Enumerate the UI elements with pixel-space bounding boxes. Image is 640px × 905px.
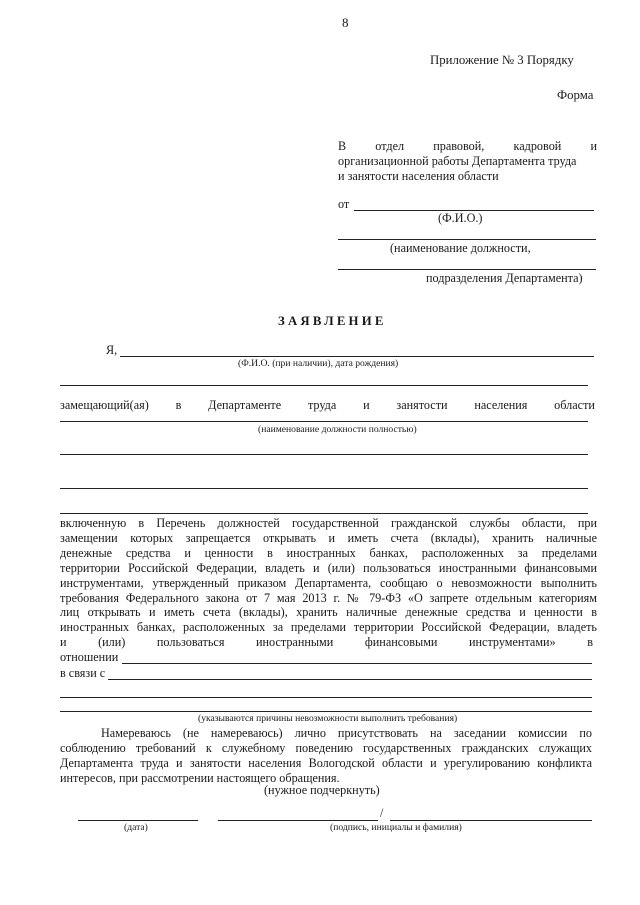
reason-label: в связи с xyxy=(60,666,106,680)
reason-line-3[interactable] xyxy=(60,711,592,712)
holding-word: Департаменте xyxy=(208,398,282,412)
signature-caption: (подпись, инициалы и фамилия) xyxy=(330,822,462,833)
body-word: в xyxy=(587,635,593,649)
intent-word: намереваюсь) xyxy=(210,726,283,740)
intent-word: на xyxy=(429,726,442,740)
body-last-line xyxy=(60,635,593,649)
position-name-line-2[interactable] xyxy=(60,454,588,455)
signature-line[interactable] xyxy=(218,820,378,821)
intent-last-line: интересов, при рассмотрении настоящего обращения. xyxy=(60,770,340,785)
department-caption: подразделения Департамента) xyxy=(426,271,583,285)
intent-word: (не xyxy=(182,726,199,740)
fio-caption: (Ф.И.О.) xyxy=(438,211,483,225)
body-word: пользоваться xyxy=(156,635,225,649)
position-name-line-4[interactable] xyxy=(60,513,588,514)
body-line: включенную в Перечень должностей государственной гражданской службы области, при xyxy=(60,516,597,530)
regarding-line[interactable] xyxy=(122,663,592,664)
intent-word: лично xyxy=(294,726,326,740)
name-line[interactable] xyxy=(390,820,592,821)
statement-body xyxy=(60,516,597,635)
reason-line[interactable] xyxy=(108,679,592,680)
addressee-word: и xyxy=(590,139,597,153)
position-name-line[interactable] xyxy=(60,421,588,422)
intent-word: комиссии xyxy=(518,726,568,740)
position-line[interactable] xyxy=(338,239,596,240)
body-word: финансовыми xyxy=(364,635,438,649)
addressee-word: отдел xyxy=(375,139,405,153)
position-caption: (наименование должности, xyxy=(390,241,531,255)
reason-line-2[interactable] xyxy=(60,697,592,698)
addressee-line-3: и занятости населения области xyxy=(338,169,499,183)
intent-word: заседании xyxy=(453,726,507,740)
body-word: инструментами» xyxy=(469,635,556,649)
reason-caption: (указываются причины невозможности выполнить требования) xyxy=(198,713,458,724)
body-line: требования Федерального закона от 7 мая 2013 г. № 79-ФЗ «О запрете отдельным категориям xyxy=(60,590,597,605)
body-line: территории Российской Федерации, владеть и (или) пользоваться иностранными финансовыми xyxy=(60,560,597,575)
form-label: Форма xyxy=(557,88,594,102)
body-line: денежные средства и ценности в иностранных банках, расположенных за пределами xyxy=(60,545,597,560)
applicant-fio-line[interactable] xyxy=(120,356,594,357)
position-name-line-3[interactable] xyxy=(60,488,588,489)
intent-line: Департамента труда и занятости населения Вологодской области и урегулированию конфликта xyxy=(60,755,592,770)
addressee-line-1 xyxy=(338,139,597,153)
body-word: (или) xyxy=(98,635,126,649)
holding-word: в xyxy=(175,398,182,412)
appendix-heading: Приложение № 3 Порядку xyxy=(430,53,574,67)
holding-word: замещающий(ая) xyxy=(60,398,149,412)
holding-word: занятости xyxy=(396,398,448,412)
body-word: и xyxy=(60,635,67,649)
applicant-extra-line[interactable] xyxy=(60,385,588,386)
holding-word: населения xyxy=(474,398,528,412)
intent-body xyxy=(60,741,592,786)
date-line[interactable] xyxy=(78,820,198,821)
position-name-caption: (наименование должности полностью) xyxy=(258,424,417,435)
intent-word: присутствовать xyxy=(337,726,418,740)
addressee-word: правовой, xyxy=(433,139,485,153)
addressee-word: В xyxy=(338,139,347,153)
body-line: инструментами, утвержденный приказом Департамента, сообщаю о невозможности выполнить xyxy=(60,575,597,590)
holding-word: и xyxy=(363,398,370,412)
body-word: иностранными xyxy=(256,635,334,649)
holding-position-line xyxy=(60,398,595,412)
addressee-line-2: организационной работы Департамента труда xyxy=(338,154,577,168)
intent-line-1 xyxy=(101,726,592,740)
body-line: лиц открывать и иметь счета (вклады), хранить наличные денежные средства и ценности в xyxy=(60,605,597,620)
date-caption: (дата) xyxy=(124,822,148,833)
page-number: 8 xyxy=(342,15,349,30)
underline-note: (нужное подчеркнуть) xyxy=(264,783,380,797)
holding-word: труда xyxy=(307,398,337,412)
body-line: иностранных банках, расположенных за пределами территории Российской Федерации, владеть xyxy=(60,620,597,635)
applicant-fio-caption: (Ф.И.О. (при наличии), дата рождения) xyxy=(238,358,399,369)
intent-word: по xyxy=(579,726,592,740)
intent-word: Намереваюсь xyxy=(101,726,171,740)
intent-line: соблюдению требований к служебному поведению государственных гражданских служащих xyxy=(60,741,592,755)
i-label: Я, xyxy=(106,343,118,357)
department-line[interactable] xyxy=(338,269,596,270)
signature-slash: / xyxy=(380,806,384,820)
body-line: замещении которых запрещается открывать и иметь счета (вклады), хранить наличные xyxy=(60,530,597,545)
document-title: ЗАЯВЛЕНИЕ xyxy=(278,314,387,328)
from-label: от xyxy=(338,197,350,211)
regarding-label: отношении xyxy=(60,650,119,664)
addressee-word: кадровой xyxy=(513,139,562,153)
holding-word: области xyxy=(554,398,595,412)
